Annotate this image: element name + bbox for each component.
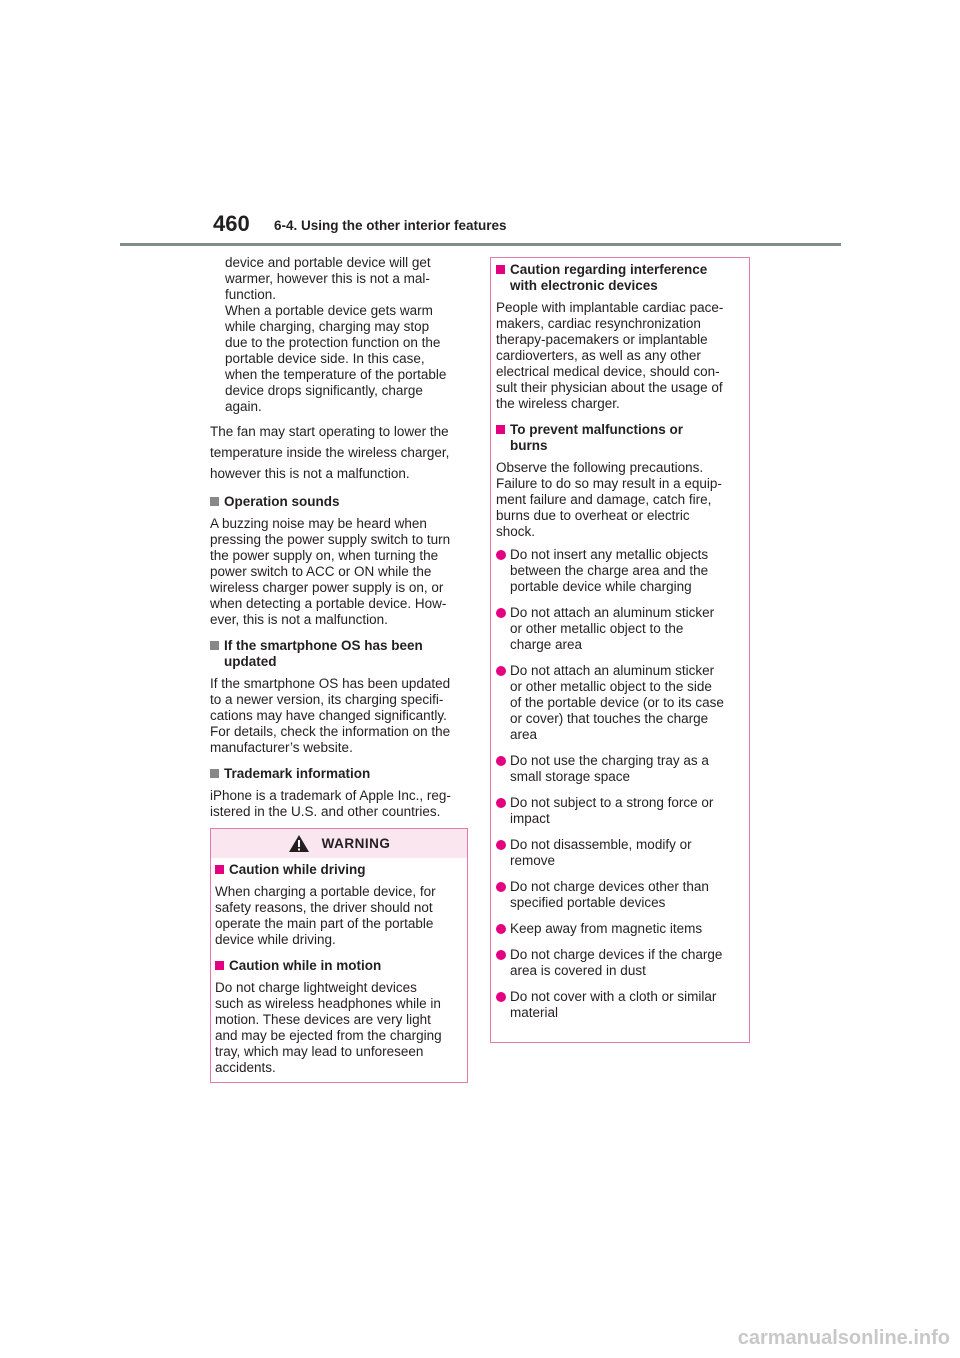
text-line: accidents. (215, 1060, 276, 1075)
text-line: safety reasons, the driver should not (215, 900, 433, 915)
left-column (210, 255, 470, 820)
text-line: portable device side. In this case, (225, 351, 425, 366)
text-line: device and portable device will get (225, 255, 431, 270)
header-rule (120, 243, 841, 246)
warning-box (210, 828, 468, 1083)
section-heading (210, 494, 470, 510)
text-line: iPhone is a trademark of Apple Inc., reg- (210, 788, 451, 803)
watermark: carmanualsonline.info (737, 1327, 950, 1349)
section-body (215, 980, 463, 1076)
text-line: Do not disassemble, modify or (510, 837, 692, 852)
list-item (496, 879, 744, 911)
heading-line: Operation sounds (224, 494, 340, 509)
text-line: motion. These devices are very light (215, 1012, 431, 1027)
text-line: remove (510, 853, 556, 868)
circle-bullet-icon (496, 550, 506, 560)
text-line: Do not cover with a cloth or similar (510, 989, 717, 1004)
list-item (496, 837, 744, 869)
section-body (496, 300, 744, 412)
warning-title: WARNING (321, 835, 391, 851)
text-line: between the charge area and the (510, 563, 709, 578)
section-body (215, 884, 463, 948)
heading-line: with electronic devices (510, 278, 658, 293)
heading-line: Caution regarding interference (510, 262, 708, 277)
text-line: The fan may start operating to lower the (210, 424, 449, 439)
text-line: sult their physician about the usage of (496, 380, 723, 395)
text-line: istered in the U.S. and other countries. (210, 804, 441, 819)
chapter-title: 6-4. Using the other interior features (274, 218, 507, 233)
text-line: ment failure and damage, catch fire, (496, 492, 712, 507)
text-line: People with implantable cardiac pace- (496, 300, 724, 315)
circle-bullet-icon (496, 882, 506, 892)
heading-line: Caution while in motion (229, 958, 382, 973)
warning-triangle-icon (288, 834, 310, 853)
text-line: when the temperature of the portable (225, 367, 447, 382)
text-line: Do not use the charging tray as a (510, 753, 709, 768)
text-line: wireless charger power supply is on, or (210, 580, 444, 595)
circle-bullet-icon (496, 756, 506, 766)
text-line: manufacturer’s website. (210, 740, 353, 755)
section-body (496, 460, 744, 540)
text-line: ever, this is not a malfunction. (210, 612, 388, 627)
text-line: Do not charge devices other than (510, 879, 709, 894)
text-line: pressing the power supply switch to turn (210, 532, 451, 547)
text-line: specified portable devices (510, 895, 666, 910)
text-line: power switch to ACC or ON while the (210, 564, 432, 579)
text-line: to a newer version, its charging specifi- (210, 692, 444, 707)
square-bullet-icon (210, 769, 219, 778)
section-body (210, 676, 470, 756)
square-bullet-icon (496, 425, 505, 434)
text-line: cardioverters, as well as any other (496, 348, 701, 363)
heading-line: burns (510, 438, 548, 453)
square-bullet-icon (210, 641, 219, 650)
circle-bullet-icon (496, 950, 506, 960)
text-line: portable device while charging (510, 579, 692, 594)
text-line: small storage space (510, 769, 631, 784)
list-item (496, 795, 744, 827)
text-line: Failure to do so may result in a equip- (496, 476, 722, 491)
text-line: due to the protection function on the (225, 335, 441, 350)
text-line: or other metallic object to the (510, 621, 684, 636)
text-line: device while driving. (215, 932, 336, 947)
text-line: while charging, charging may stop (225, 319, 430, 334)
section-heading (210, 766, 470, 782)
heading-line: Caution while driving (229, 862, 366, 877)
text-line: cations may have changed significantly. (210, 708, 447, 723)
text-line: such as wireless headphones while in (215, 996, 441, 1011)
text-line: warmer, however this is not a mal- (225, 271, 430, 286)
text-line: Do not charge devices if the charge (510, 947, 723, 962)
text-line: again. (225, 399, 262, 414)
list-item (496, 605, 744, 653)
text-line: area (510, 727, 538, 742)
text-line: makers, cardiac resynchronization (496, 316, 701, 331)
intro-paragraph (210, 255, 470, 415)
text-line: however this is not a malfunction. (210, 466, 410, 481)
text-line: electrical medical device, should con- (496, 364, 720, 379)
text-line: or cover) that touches the charge (510, 711, 709, 726)
text-line: Observe the following precautions. (496, 460, 704, 475)
circle-bullet-icon (496, 666, 506, 676)
section-body (210, 788, 470, 820)
list-item (496, 921, 744, 937)
text-line: Do not attach an aluminum sticker (510, 605, 715, 620)
text-line: For details, check the information on the (210, 724, 451, 739)
text-line: temperature inside the wireless charger, (210, 445, 450, 460)
text-line: operate the main part of the portable (215, 916, 434, 931)
circle-bullet-icon (496, 924, 506, 934)
text-line: Do not attach an aluminum sticker (510, 663, 715, 678)
square-bullet-icon (215, 961, 224, 970)
text-line: therapy-pacemakers or implantable (496, 332, 708, 347)
text-line: If the smartphone OS has been updated (210, 676, 451, 691)
right-warning-box (490, 257, 750, 1043)
text-line: the power supply on, when turning the (210, 548, 439, 563)
square-bullet-icon (496, 265, 505, 274)
section-heading (215, 862, 463, 878)
list-item (496, 989, 744, 1021)
warning-title-bar (211, 829, 467, 858)
text-line: or other metallic object to the side (510, 679, 712, 694)
page-number: 460 (213, 211, 250, 236)
text-line: When charging a portable device, for (215, 884, 436, 899)
heading-line: Trademark information (224, 766, 371, 781)
section-body (210, 516, 470, 628)
heading-line: To prevent malfunctions or (510, 422, 684, 437)
list-item (496, 947, 744, 979)
text-line: function. (225, 287, 277, 302)
text-line: when detecting a portable device. How- (210, 596, 447, 611)
square-bullet-icon (210, 497, 219, 506)
text-line: shock. (496, 524, 536, 539)
text-line: When a portable device gets warm (225, 303, 433, 318)
text-line: impact (510, 811, 550, 826)
list-item (496, 663, 744, 743)
text-line: the wireless charger. (496, 396, 620, 411)
list-item (496, 753, 744, 785)
section-heading (210, 638, 470, 670)
circle-bullet-icon (496, 798, 506, 808)
section-heading (496, 262, 744, 294)
text-line: area is covered in dust (510, 963, 646, 978)
section-heading (215, 958, 463, 974)
circle-bullet-icon (496, 608, 506, 618)
text-line: Do not insert any metallic objects (510, 547, 709, 562)
text-line: tray, which may lead to unforeseen (215, 1044, 424, 1059)
text-line: Do not charge lightweight devices (215, 980, 417, 995)
right-warning-content (491, 258, 749, 1021)
text-line: burns due to overheat or electric (496, 508, 690, 523)
text-line: Do not subject to a strong force or (510, 795, 714, 810)
text-line: Keep away from magnetic items (510, 921, 703, 936)
text-line: charge area (510, 637, 583, 652)
circle-bullet-icon (496, 840, 506, 850)
heading-line: updated (224, 654, 277, 669)
fan-paragraph (210, 421, 470, 484)
section-heading (496, 422, 744, 454)
text-line: device drops significantly, charge (225, 383, 423, 398)
circle-bullet-icon (496, 992, 506, 1002)
warning-content (211, 858, 467, 1076)
heading-line: If the smartphone OS has been (224, 638, 423, 653)
list-item (496, 547, 744, 595)
text-line: and may be ejected from the charging (215, 1028, 442, 1043)
text-line: material (510, 1005, 559, 1020)
square-bullet-icon (215, 865, 224, 874)
text-line: A buzzing noise may be heard when (210, 516, 427, 531)
text-line: of the portable device (or to its case (510, 695, 724, 710)
